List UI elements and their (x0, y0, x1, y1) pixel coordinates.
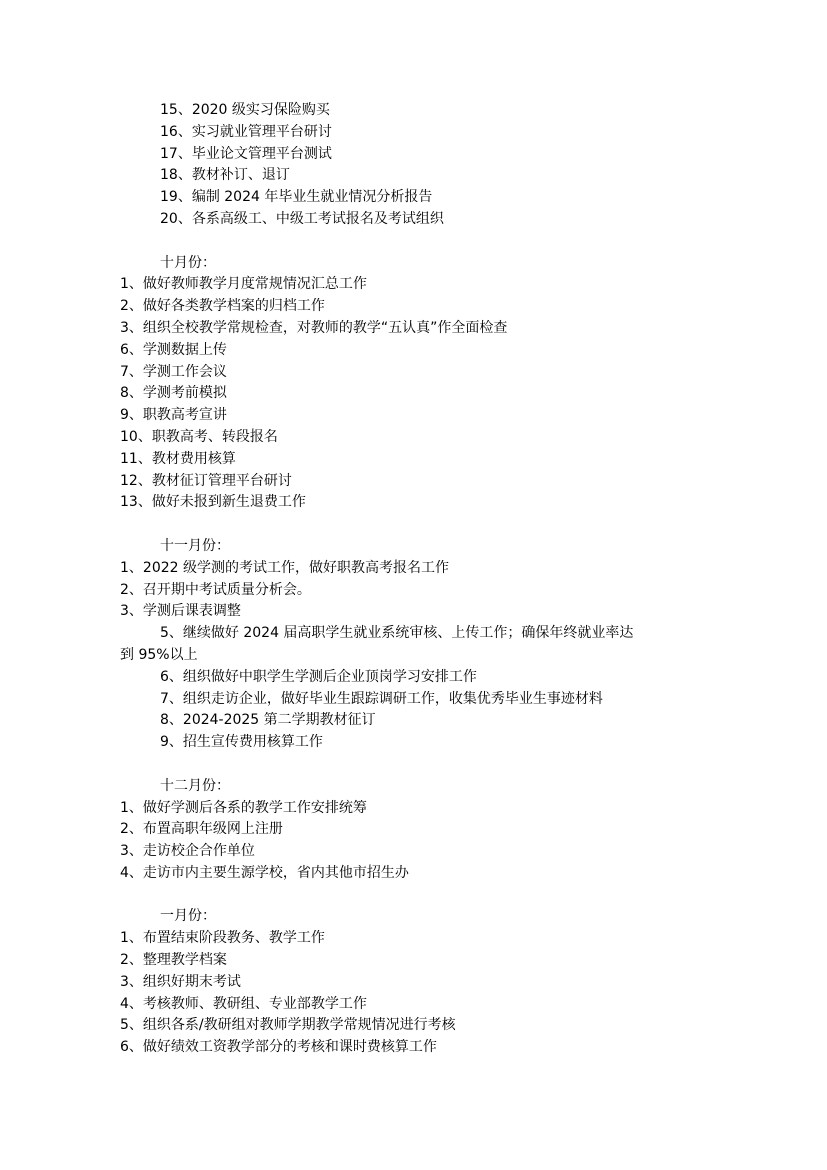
section-heading: 十一月份： (160, 537, 230, 554)
list-item: 3、走访校企合作单位 (120, 843, 255, 860)
list-item: 5、继续做好 2024 届高职学生就业系统审核、上传工作；确保年终就业率达 (160, 625, 634, 642)
section-top (0, 100, 827, 231)
list-item: 12、教材征订管理平台研讨 (120, 472, 292, 489)
list-item: 8、学测考前模拟 (120, 385, 227, 402)
list-item: 3、学测后课表调整 (120, 603, 241, 620)
list-item: 7、学测工作会议 (120, 363, 227, 380)
section-gap (0, 754, 827, 776)
section-heading: 十月份： (160, 254, 216, 271)
list-item: 9、职教高考宣讲 (120, 407, 227, 424)
list-item: 6、学测数据上传 (120, 341, 227, 358)
list-item: 4、走访市内主要生源学校，省内其他市招生办 (120, 864, 409, 881)
list-item: 7、组织走访企业，做好毕业生跟踪调研工作，收集优秀毕业生事迹材料 (160, 690, 603, 707)
list-item: 10、职教高考、转段报名 (120, 428, 278, 445)
list-item: 3、组织全校教学常规检查，对教师的教学“五认真”作全面检查 (120, 319, 508, 336)
list-item: 20、各系高级工、中级工考试报名及考试组织 (160, 210, 444, 227)
list-item: 19、编制 2024 年毕业生就业情况分析报告 (160, 189, 433, 206)
list-item: 15、2020 级实习保险购买 (160, 102, 330, 118)
section-november (0, 536, 827, 754)
list-item: 9、招生宣传费用核算工作 (160, 734, 323, 751)
section-january (0, 906, 827, 1059)
list-item: 2、做好各类教学档案的归档工作 (120, 298, 325, 315)
list-item: 8、2024-2025 第二学期教材征订 (160, 712, 376, 729)
section-december (0, 776, 827, 885)
list-item: 6、做好绩效工资教学部分的考核和课时费核算工作 (120, 1039, 437, 1056)
section-gap (0, 514, 827, 536)
list-item: 16、实习就业管理平台研讨 (160, 123, 332, 140)
section-heading: 一月份： (160, 908, 216, 925)
list-item: 3、组织好期末考试 (120, 973, 241, 990)
list-item: 2、整理教学档案 (120, 952, 227, 969)
section-gap (0, 885, 827, 907)
list-item: 4、考核教师、教研组、专业部教学工作 (120, 995, 367, 1012)
section-heading: 十二月份： (160, 777, 230, 794)
list-item: 1、做好教师教学月度常规情况汇总工作 (120, 276, 367, 293)
list-item: 11、教材费用核算 (120, 450, 236, 467)
list-item: 2、召开期中考试质量分析会。 (120, 581, 311, 598)
list-item: 1、布置结束阶段教务、教学工作 (120, 930, 325, 947)
section-gap (0, 231, 827, 253)
list-item: 1、2022 级学测的考试工作，做好职教高考报名工作 (120, 559, 449, 576)
list-item: 17、毕业论文管理平台测试 (160, 145, 332, 162)
list-item-continuation: 到 95%以上 (120, 646, 198, 663)
list-item: 5、组织各系/教研组对教师学期教学常规情况进行考核 (120, 1017, 456, 1034)
list-item: 6、组织做好中职学生学测后企业顶岗学习安排工作 (160, 668, 477, 685)
list-item: 1、做好学测后各系的教学工作安排统筹 (120, 799, 367, 816)
section-october (0, 253, 827, 515)
list-item: 18、教材补订、退订 (160, 167, 290, 184)
list-item: 2、布置高职年级网上注册 (120, 821, 283, 838)
list-item: 13、做好未报到新生退费工作 (120, 494, 306, 511)
